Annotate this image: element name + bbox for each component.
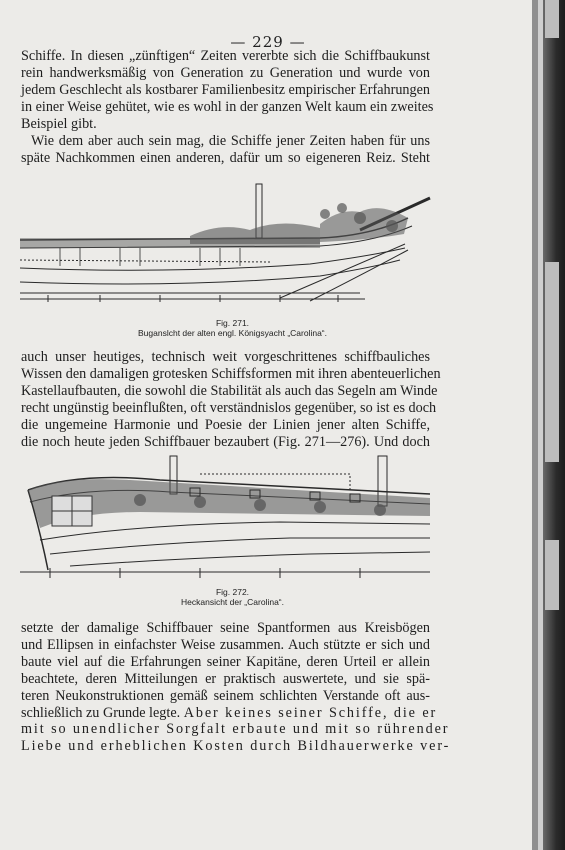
text-line: recht ungünstig beeinflußten, oft verständnislos gegenüber, so ist es doch (21, 399, 437, 416)
text-line: Beispiel gibt. (21, 115, 97, 132)
figure-272-label: Fig. 272. (215, 587, 250, 597)
text-line: baute viel auf die Erfahrungen seiner Kapitäne, deren Urteil er allein (21, 653, 430, 670)
text-line: setzte der damalige Schiffbauer seine Spantformen aus Kreisbögen (21, 620, 430, 636)
text-line: die noch heute jeden Schiffbauer bezaubert (Fig. 271—276). Und doch (21, 433, 430, 450)
text-line (21, 704, 438, 722)
spaced-text: Aber keines seiner Schiffe, die er (183, 704, 438, 721)
page-tab (545, 262, 559, 462)
text-line: teren Neukonstruktionen gemäß seinem schlichten Verstande oft aus- (21, 687, 430, 704)
page-tab (545, 540, 559, 610)
paragraph-1 (21, 48, 434, 133)
text-line: Wissen den damaligen grotesken Schiffsformen mit ihren abenteuerlichen (21, 365, 441, 382)
text-line: in einer Weise gehütet, wie es wohl in der ganzen Welt kaum ein zweites (21, 98, 434, 115)
text-line: rein handwerksmäßig von Generation zu Generation und wurde von (21, 64, 430, 81)
paragraph-2 (21, 133, 430, 167)
text-line: beachtete, deren Mitteilungen er praktisch auswertete, und sie spä- (21, 670, 430, 687)
text-line: Kastellaufbauten, die sowohl die Stabilität als auch das Segeln am Winde (21, 382, 438, 399)
figure-272-stern-drawing (20, 450, 434, 582)
text-line: jedem Geschlecht als kostbarer Familienbesitz empirischer Erfahrungen (21, 81, 430, 98)
text-line: späte Nachkommen einen anderen, dafür um so eigeneren Reiz. Steht (21, 149, 430, 166)
text-line: Wie dem aber auch sein mag, die Schiffe jener Zeiten haben für uns (31, 133, 430, 149)
text-line: Schiffe. In diesen „zünftigen“ Zeiten vererbte sich die Schiffbaukunst (21, 48, 430, 64)
text-line: und Ellipsen in einfachster Weise zusammen. Auch stützte er sich und (21, 636, 430, 653)
paragraph-4 (21, 620, 451, 755)
page-number: — 229 — (230, 33, 306, 51)
figure-271-bow-drawing (20, 178, 434, 304)
spaced-text-line: mit so unendlicher Sorgfalt erbaute und mit so rührender (21, 721, 450, 738)
text-line: die ungemeine Harmonie und Poesie der Linien jener alten Schiffe, (21, 416, 430, 433)
figure-272-caption: Heckansicht der „Carolina“. (181, 597, 284, 607)
text-line: auch unser heutiges, technisch weit vorgeschrittenes schiffbauliches (21, 349, 430, 365)
paragraph-3 (21, 349, 441, 450)
figure-271-label: Fig. 271. (215, 318, 250, 328)
page-tab (545, 0, 559, 38)
spaced-text-line: Liebe und erheblichen Kosten durch Bildhauerwerke ver- (21, 738, 451, 755)
text-fragment: schließlich zu Grunde legte. (21, 704, 181, 721)
figure-271-caption: Buganslcht der alten engl. Königsyacht „Carolina“. (138, 328, 327, 338)
